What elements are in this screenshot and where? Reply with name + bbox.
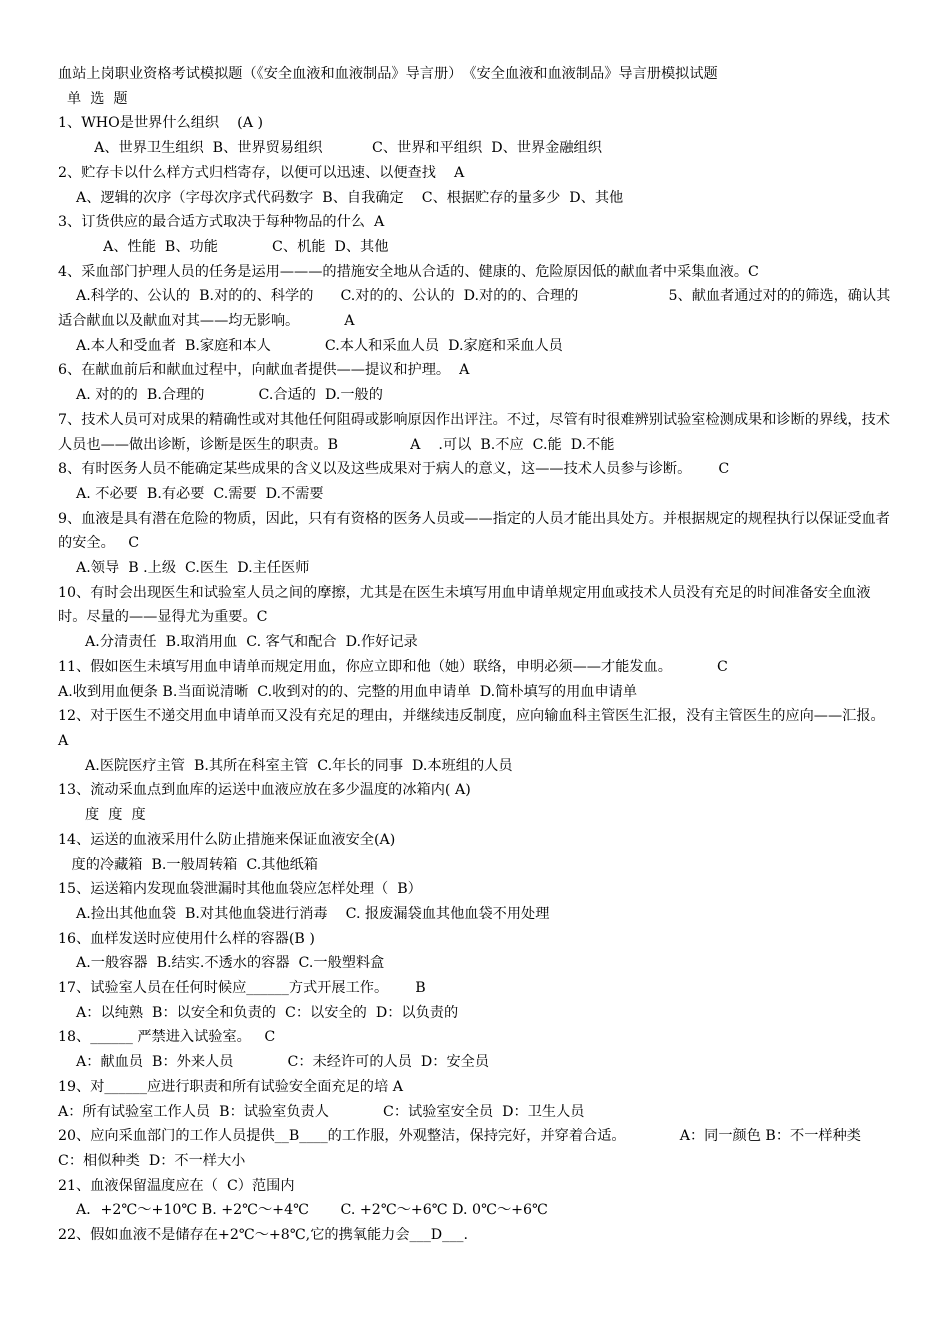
document-line: A：以纯熟 B：以安全和负责的 C：以安全的 D：以负责的 [58, 1004, 459, 1021]
document-line: A、世界卫生组织 B、世界贸易组织 C、世界和平组织 D、世界金融组织 [58, 140, 602, 157]
document-line: A.一般容器 B.结实.不透水的容器 C.一般塑料盒 [58, 955, 385, 972]
document-line: A. 不必要 B.有必要 C.需要 D.不需要 [58, 485, 324, 502]
document-line: 15、运送箱内发现血袋泄漏时其他血袋应怎样处理（ B） [58, 881, 422, 898]
document-line: 单 选 题 [58, 90, 128, 107]
document-line: 6、在献血前后和献血过程中，向献血者提供——提议和护理。 A [58, 362, 470, 379]
document-line: A.医院医疗主管 B.其所在科室主管 C.年长的同事 D.本班组的人员 [58, 757, 513, 774]
document-line: 14、运送的血液采用什么防止措施来保证血液安全(A) [58, 831, 396, 848]
document-line: A：献血员 B：外来人员 C：未经许可的人员 D：安全员 [58, 1054, 490, 1071]
document-line: 11、假如医生未填写用血申请单而规定用血，你应立即和他（她）联络，申明必须——才能发血。 C [58, 658, 728, 675]
document-line: 18、______ 严禁进入试验室。 C [58, 1029, 276, 1046]
document-line: A.领导 B .上级 C.医生 D.主任医师 [58, 560, 310, 577]
document-line: A. 对的的 B.合理的 C.合适的 D.一般的 [58, 387, 383, 404]
document-line: 16、血样发送时应使用什么样的容器(B ) [58, 930, 315, 947]
document-line: 20、应向采血部门的工作人员提供__B____的工作服，外观整洁，保持完好，并穿着合适。 A：同一颜色 B：不一样种类 C：相似种类 D：不一样大小 [58, 1128, 916, 1169]
document-line: 13、流动采血点到血库的运送中血液应放在多少温度的冰箱内( A) [58, 782, 471, 799]
document-line: A.科学的、公认的 B.对的的、科学的 C.对的的、公认的 D.对的的、合理的 5、献血者通过对的的筛选，确认其适合献血以及献血对其——均无影响。 A [58, 288, 891, 330]
document-line: A.本人和受血者 B.家庭和本人 C.本人和采血人员 D.家庭和采血人员 [58, 337, 563, 354]
document-line: 度 度 度 [58, 807, 146, 824]
document-line: 19、对______应进行职责和所有试验安全面充足的培 A [58, 1078, 403, 1095]
document-line: 8、有时医务人员不能确定某些成果的含义以及这些成果对于病人的意义，这——技术人员参与诊断。 C [58, 461, 730, 478]
document-line: A：所有试验室工作人员 B：试验室负责人 C：试验室安全员 D：卫生人员 [58, 1103, 585, 1120]
document-line: A．+2℃～+10℃ B. +2℃～+4℃ C. +2℃～+6℃ D. 0℃～+6℃ [58, 1202, 548, 1219]
document-line: 22、假如血液不是储存在+2℃～+8℃,它的携氧能力会___D___. [58, 1227, 468, 1244]
document-line: 21、血液保留温度应在（ C）范围内 [58, 1177, 295, 1194]
document-line: A.收到用血便条 B.当面说清晰 C.收到对的的、完整的用血申请单 D.简朴填写的用血申请单 [58, 683, 638, 700]
document-line: 1、WHO是世界什么组织 (A ) [58, 115, 263, 132]
document-line: A、性能 B、功能 C、机能 D、其他 [58, 238, 389, 255]
document-line: 3、订货供应的最合适方式取决于每种物品的什么 A [58, 214, 385, 231]
document-line: 7、技术人员可对成果的精确性或对其他任何阻碍或影响原因作出评注。不过，尽管有时很难辨别试验室检测成果和诊断的界线，技术人员也——做出诊断，诊断是医生的职责。B A .可以 B.不应 C.能 D.不能 [58, 411, 890, 453]
document-line: 2、贮存卡以什么样方式归档寄存，以便可以迅速、以便查找 A [58, 164, 465, 181]
document-line: A、逻辑的次序（字母次序式代码数字 B、自我确定 C、根据贮存的量多少 D、其他 [58, 189, 624, 206]
document-line: 度的冷藏箱 B.一般周转箱 C.其他纸箱 [58, 856, 318, 873]
document-page [58, 62, 921, 1248]
document-line: 10、有时会出现医生和试验室人员之间的摩擦，尤其是在医生未填写用血申请单规定用血或技术人员没有充足的时间准备安全血液时。尽量的——显得尤为重要。C [58, 584, 871, 626]
document-line: 4、采血部门护理人员的任务是运用———的措施安全地从合适的、健康的、危险原因低的献血者中采集血液。C [58, 263, 759, 280]
document-line: 9、血液是具有潜在危险的物质，因此，只有有资格的医务人员或——指定的人员才能出具处方。并根据规定的规程执行以保证受血者的安全。 C [58, 510, 890, 552]
document-line: 12、对于医生不递交用血申请单而又没有充足的理由，并继续违反制度，应向输血科主管医生汇报，没有主管医生的应向——汇报。 A [58, 708, 921, 749]
document-line: 血站上岗职业资格考试模拟题（《安全血液和血液制品》导言册） 《安全血液和血液制品》导言册模拟试题 [58, 66, 718, 82]
document-line: 17、试验室人员在任何时候应______方式开展工作。 B [58, 980, 426, 997]
document-line: A.捡出其他血袋 B.对其他血袋进行消毒 C. 报废漏袋血其他血袋不用处理 [58, 905, 550, 922]
document-line: A.分清责任 B.取消用血 C. 客气和配合 D.作好记录 [58, 634, 418, 651]
